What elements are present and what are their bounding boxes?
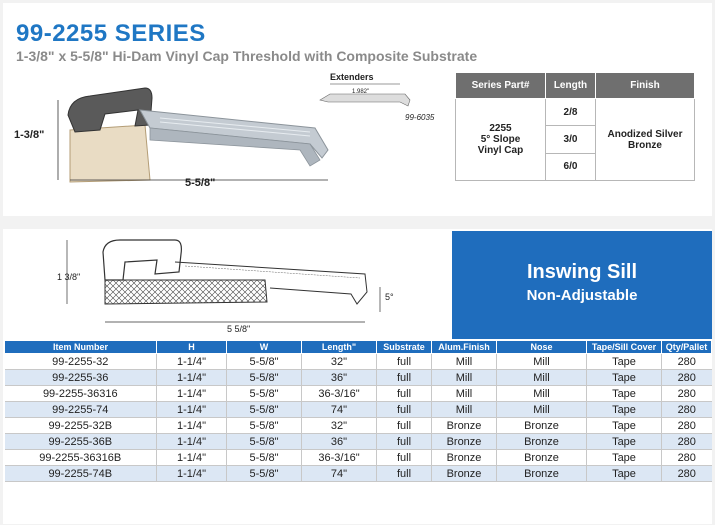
table-cell: 1-1/4" [157,450,227,466]
series-cap: Vinyl Cap [477,145,524,157]
items-column-header: Alum.Finish [432,341,497,354]
table-row [5,370,712,386]
table-row [5,402,712,418]
finish-option: Bronze [628,139,662,151]
table-cell: 99-2255-36 [5,370,157,386]
table-cell: Mill [497,370,587,386]
height-dimension-label: 1-3/8" [14,129,45,141]
table-cell: Bronze [432,466,497,482]
table-cell: Tape [587,354,662,370]
table-cell: 1-1/4" [157,418,227,434]
series-slope: 5° Slope [480,134,521,146]
sill-type-title: Inswing Sill [526,261,637,283]
table-cell: 32" [302,354,377,370]
items-column-header: W [227,341,302,354]
table-cell: Mill [432,370,497,386]
spec-header: Finish [596,73,695,99]
sill-type-box [452,231,712,339]
table-cell: 5-5/8" [227,418,302,434]
table-cell: 99-2255-74B [5,466,157,482]
length-cell: 2/8 [546,99,596,126]
items-column-header: Item Number [5,341,157,354]
items-column-header: Length" [302,341,377,354]
finish-cell [596,99,695,181]
table-cell: Mill [497,386,587,402]
table-cell: 5-5/8" [227,450,302,466]
table-cell: Tape [587,386,662,402]
table-cell: 36" [302,370,377,386]
sill-type-subtitle: Non-Adjustable [526,287,638,304]
table-cell: 99-2255-36B [5,434,157,450]
table-cell: Tape [587,370,662,386]
table-cell: 1-1/4" [157,370,227,386]
table-cell: 280 [662,450,712,466]
table-cell: Tape [587,434,662,450]
table-cell: 74" [302,466,377,482]
table-cell: full [377,434,432,450]
table-cell: 280 [662,354,712,370]
extender-dimension: 1.982" [352,89,370,95]
table-row [5,354,712,370]
table-cell: 280 [662,386,712,402]
table-cell: 280 [662,434,712,450]
table-cell: 99-2255-36316 [5,386,157,402]
table-cell: 99-2255-32B [5,418,157,434]
table-cell: Tape [587,402,662,418]
spec-header: Series Part# [456,73,546,99]
table-cell: Mill [497,354,587,370]
items-column-header: Qty/Pallet [662,341,712,354]
table-cell: Bronze [432,450,497,466]
sill-cross-section [5,232,450,344]
table-cell: 280 [662,370,712,386]
threshold-drawing [10,70,450,210]
table-cell: Tape [587,450,662,466]
length-cell: 3/0 [546,126,596,153]
table-cell: Mill [432,354,497,370]
width-dimension-label: 5-5/8" [185,177,216,189]
table-cell: 36-3/16" [302,386,377,402]
table-cell: 32" [302,418,377,434]
table-cell: 5-5/8" [227,434,302,450]
table-cell: 1-1/4" [157,402,227,418]
finish-option: Anodized Silver [607,128,683,140]
length-cell: 6/0 [546,153,596,180]
mid-width-label: 5 5/8" [227,324,251,334]
table-cell: Tape [587,466,662,482]
table-cell: 1-1/4" [157,466,227,482]
table-cell: 280 [662,418,712,434]
table-cell: 5-5/8" [227,466,302,482]
table-cell: 280 [662,402,712,418]
table-row [5,450,712,466]
table-cell: 1-1/4" [157,354,227,370]
table-cell: Mill [497,402,587,418]
table-cell: 99-2255-32 [5,354,157,370]
items-column-header: Nose [497,341,587,354]
table-row [5,386,712,402]
table-cell: 1-1/4" [157,434,227,450]
table-cell: 36" [302,434,377,450]
items-column-header: Tape/Sill Cover [587,341,662,354]
table-cell: full [377,466,432,482]
table-cell: Bronze [497,450,587,466]
series-part-number: 2255 [489,123,512,135]
table-cell: 74" [302,402,377,418]
table-cell: full [377,370,432,386]
page-title: 99-2255 SERIES [16,20,206,47]
table-cell: Mill [432,386,497,402]
table-cell: 36-3/16" [302,450,377,466]
table-cell: Bronze [432,418,497,434]
table-cell: full [377,354,432,370]
table-row [5,466,712,482]
table-cell: Bronze [432,434,497,450]
table-cell: 99-2255-74 [5,402,157,418]
items-column-header: H [157,341,227,354]
page-subtitle: 1-3/8" x 5-5/8" Hi-Dam Vinyl Cap Threshold with Composite Substrate [16,48,478,64]
series-part-cell [456,99,546,181]
table-cell: 280 [662,466,712,482]
table-cell: 1-1/4" [157,386,227,402]
table-cell: 5-5/8" [227,370,302,386]
table-cell: 99-2255-36316B [5,450,157,466]
table-cell: full [377,386,432,402]
extenders-label: Extenders [330,72,374,82]
extender-part-number: 99-6035 [405,113,435,122]
table-row [5,434,712,450]
slope-angle-label: 5° [385,292,394,302]
table-cell: 5-5/8" [227,354,302,370]
mid-height-label: 1 3/8" [57,272,81,282]
items-table [4,340,712,482]
table-cell: Bronze [497,466,587,482]
table-cell: Tape [587,418,662,434]
table-cell: Bronze [497,418,587,434]
table-cell: full [377,418,432,434]
table-cell: full [377,402,432,418]
table-cell: Bronze [497,434,587,450]
spec-table [455,72,695,181]
table-row [5,418,712,434]
table-cell: Mill [432,402,497,418]
items-column-header: Substrate [377,341,432,354]
table-cell: full [377,450,432,466]
table-cell: 5-5/8" [227,402,302,418]
spec-header: Length [546,73,596,99]
table-cell: 5-5/8" [227,386,302,402]
